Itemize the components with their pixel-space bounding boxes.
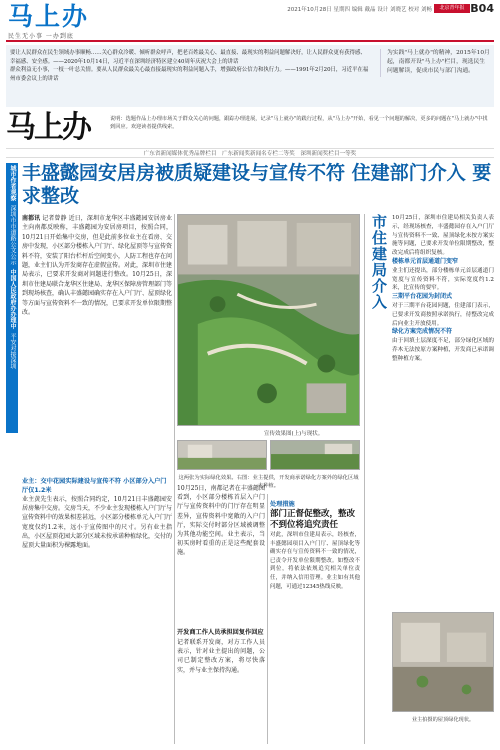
page-number: B04 bbox=[470, 2, 494, 15]
dateline: 2021年10月28日 星期四 编辑 戴晶 设计 刘晓艺 校对 刘畅 bbox=[287, 7, 432, 13]
small-photo-caption: 这两张为实际绿化效果。右图：业主提供，开发商承诺绿化方案外的绿化区域未种植。 bbox=[178, 475, 359, 489]
sidebar-para-2: 业主们还提出，部分楼栋单元首层通道门宽度与宣传资料不符，实际宽度约1.2米，比宣传的要窄。 bbox=[392, 267, 494, 292]
award-bar: 广东省新闻媒体优秀品牌栏目 广东新闻奖新闻名专栏二等奖 深圳新闻奖栏目一等奖 bbox=[6, 148, 494, 158]
quote-banner bbox=[6, 45, 494, 107]
sidebar-subhead-2: 三期平台花园为封闭式 bbox=[392, 293, 453, 301]
roof-photo-left bbox=[178, 441, 266, 469]
lead-dropcap: 南都讯 bbox=[22, 215, 41, 222]
question-title: 业主：交中花园实际建设与宣传不符 小区部分入户门厅仅1.2米 bbox=[22, 478, 167, 494]
headline: 丰盛懿园安居房被质疑建设与宣传不符 住建部门介入 要求整改 bbox=[22, 162, 492, 207]
aerial-garden-image bbox=[178, 215, 359, 425]
column-logo: 马上办 bbox=[6, 110, 90, 145]
column-description: 说明：选题作品上办理市场关于群众关心的问题，跟踪办理进展，记录"马上就办"的践行过程，从"马上办"开始，看见一个问题的解决，更多的问题在"马上就办"中找到回应。欢迎读者提供线索。 bbox=[110, 116, 488, 131]
left-tag-3: 中国人民政府办办理中 bbox=[9, 269, 16, 329]
sidebar-subhead-1: 楼栋单元首层通道门变窄 bbox=[392, 257, 459, 265]
quote-main-1: 要让人民群众在民生领域办事顺畅……关心群众冷暖、倾听群众呼声，把老百姓最关心、最直接、最现实的利益问题解决好，让人民群众更有获得感、幸福感、安全感。——2020年10月14日，习近平在深圳经济特区建立40周年庆祝大会上的讲话 bbox=[10, 50, 366, 65]
divider bbox=[267, 494, 268, 744]
quote-side: 为实践"马上就办"的精神，2015年10月起，南都开设"马上办"栏目，现选民生问题解读，促成市民与部门沟通。 bbox=[380, 49, 490, 77]
middle-article: 10月25日，南都记者在丰盛懿园看到，小区部分楼栋首层入户门厅与宣传资料中的门厅存在明显差异，宣传资料中宽敞的入户门厅，实际交付时部分区域被调整为其他功能空间。业主表示，当初买房时看重的正是这些配套设施。 bbox=[177, 485, 265, 557]
progress-body: 记者联系开发商，对方工作人员表示，针对业主提出的问题，公司已制定整改方案，将尽快落实，并与业主保持沟通。 bbox=[177, 639, 265, 674]
sidebar-subhead-3: 绿化方案完成情况不符 bbox=[392, 328, 453, 336]
quote-main-2: 群众利益无小事，一枝一叶总关情。要从人民群众最关心最直接最现实的利益问题入手，增强政府公信力和执行力。——1991年2月20日，习近平在福州市委会议上的讲话 bbox=[10, 67, 369, 82]
sidebar-photo bbox=[392, 612, 494, 712]
rooftop-photo bbox=[393, 613, 493, 711]
column-banner bbox=[6, 110, 494, 145]
small-photo-left bbox=[177, 440, 267, 470]
divider bbox=[364, 214, 365, 744]
masthead-logo: 马上办 bbox=[8, 2, 90, 31]
question-body: 业主黄先生表示，按照合同约定，10月21日丰盛懿园安居房集中交房。交房当天，不少业主发现楼栋入户门厅与宣传资料中的效果相差甚远，小区部分楼栋单元入户门厅宽度仅约1.2米，远小于宣传图中的尺寸。另有业主指出，小区屋顶花园大部分区域未按承诺种植绿化，交付的屋顶大量面积为裸露地面。 bbox=[22, 496, 173, 550]
left-tag-4: 平安对接深圳 bbox=[9, 333, 16, 369]
masthead-slogan: 民生无小事 一办到底 bbox=[8, 33, 74, 40]
question-section bbox=[22, 477, 172, 550]
sidebar-photo-caption: 业主拍摄的屋顶绿化现状。 bbox=[411, 717, 475, 723]
sidebar-para-3: 对于三期平台花园问题，住建部门表示，已要求开发商按照承诺执行，待整改完成后向业主开放使用。 bbox=[392, 302, 494, 327]
answer-label: 处理措施 bbox=[270, 501, 295, 508]
quote-main bbox=[10, 49, 370, 83]
paper-badge: 北京青年报 bbox=[434, 4, 470, 13]
main-photo-caption: 宣传效果图(上)与现状。 bbox=[264, 431, 324, 437]
lead-article bbox=[22, 214, 172, 317]
masthead bbox=[6, 2, 494, 42]
left-tag-1: 城市作者观察 bbox=[9, 165, 16, 201]
lead-text: 记者曾静 近日，深圳市龙华区丰盛懿园安居房业主向南都反映称，丰盛懿园为安居房项目，按照合同，10月21日开始集中交房，但是此前多位业主在看房、交房中发现，小区部分楼栋入户门厅、绿化屋顶等与宣传资料不符，安装了阳台栏杆后空间变小，人防工程也存在问题，业主们认为开发商存在虚假宣传。对此，深圳市住建局表示，已要求开发商对问题进行整改。10月25日，深圳市住建局联合龙华区住建局、龙华区保障房管理部门等到现场核查，确认丰盛懿园确实存在入户门厅、屋顶绿化等方面与宣传资料不一致的情况，已要求开发单位限期整改。 bbox=[22, 215, 173, 317]
main-photo bbox=[177, 214, 360, 426]
answer-section bbox=[270, 500, 360, 591]
sidebar-para-1: 10月25日，深圳市住建局相关负责人表示，经现场核查，丰盛懿园存在入户门厅与宣传资料不一致、屋顶绿化未按方案实施等问题，已要求开发单位限期整改，整改完成后将组织复核。 bbox=[392, 215, 494, 257]
answer-headline: 部门正督促整改，整改不到位将追究责任 bbox=[270, 509, 356, 530]
small-photo-right bbox=[270, 440, 360, 470]
divider bbox=[174, 214, 175, 744]
roof-photo-right bbox=[271, 441, 359, 469]
sidebar-title: 市住建局介入 bbox=[370, 214, 388, 310]
answer-body: 对此，深圳市住建局表示，经核查，丰盛懿园项目入户门厅、屋顶绿化等确实存在与宣传资料不一致的情况，已责令开发单位限期整改。如整改不到位，将依法依规追究相关单位责任，并纳入信用管理。业主如有其他问题，可通过12345热线反映。 bbox=[270, 532, 360, 590]
left-tag-2: 深圳市市道路公文公示 bbox=[9, 205, 16, 265]
left-tag-strip bbox=[6, 163, 18, 433]
sidebar-para-4: 由于回填土层深度不足，部分绿化区域的乔木无法按原方案种植，开发商已承诺调整种植方案。 bbox=[392, 338, 494, 362]
sidebar-article bbox=[392, 214, 494, 364]
progress-title: 开发商工作人员承担回复作回应 bbox=[177, 629, 264, 636]
